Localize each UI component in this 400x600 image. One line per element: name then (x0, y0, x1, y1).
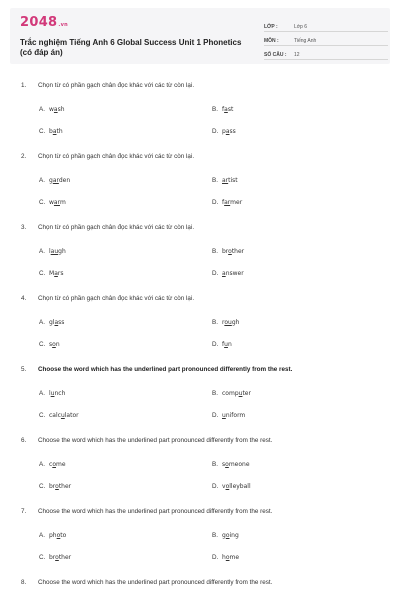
word-suffix: me (55, 461, 66, 468)
underlined-part: a (225, 128, 230, 135)
meta-label: MÔN : (264, 38, 279, 44)
underlined-part: ar (224, 199, 231, 206)
word-suffix: mer (230, 199, 243, 206)
answer-option[interactable] (39, 177, 70, 184)
option-letter: D. (212, 199, 219, 206)
option-word (49, 390, 65, 397)
option-word (222, 248, 244, 255)
option-word (49, 483, 71, 490)
word-suffix: to (60, 532, 67, 539)
word-prefix: f (222, 341, 225, 348)
word-suffix: ther (231, 248, 245, 255)
option-letter: B. (212, 319, 218, 326)
underlined-part: a (222, 270, 226, 277)
underlined-part: o (225, 483, 230, 490)
word-prefix: w (49, 199, 54, 206)
underlined-part: u (50, 390, 55, 397)
answer-option[interactable] (39, 128, 63, 135)
answer-option[interactable] (212, 199, 242, 206)
option-letter: A. (39, 319, 45, 326)
underlined-part: o (55, 483, 59, 490)
option-letter: A. (39, 461, 45, 468)
option-letter: C. (39, 128, 46, 135)
word-prefix: c (49, 461, 53, 468)
word-prefix: br (222, 248, 229, 255)
question-number: 3. (21, 224, 27, 231)
word-suffix: n (55, 341, 60, 348)
meta-value: Tiếng Anh (294, 38, 317, 44)
word-prefix: br (49, 483, 56, 490)
option-letter: A. (39, 248, 45, 255)
word-suffix: nch (54, 390, 66, 397)
option-word (222, 319, 239, 326)
word-suffix: tist (228, 177, 238, 184)
answer-option[interactable] (39, 106, 65, 113)
option-letter: C. (39, 199, 46, 206)
question-number: 8. (21, 579, 27, 586)
option-word (222, 412, 245, 419)
meta-label: SỐ CÂU : (264, 52, 287, 58)
answer-option[interactable] (39, 270, 63, 277)
option-letter: A. (39, 390, 45, 397)
answer-option[interactable] (212, 128, 236, 135)
underlined-part: u (60, 412, 65, 419)
option-word (49, 341, 60, 348)
question-prompt (21, 366, 292, 373)
answer-option[interactable] (39, 319, 64, 326)
question-text: Choose the word which has the underlined part pronounced differently from the rest. (38, 366, 293, 373)
question-prompt (21, 224, 194, 231)
word-prefix: r (222, 319, 225, 326)
option-letter: C. (39, 341, 46, 348)
word-suffix: lleyball (229, 483, 251, 490)
question-prompt (21, 579, 272, 586)
question-prompt (21, 153, 194, 160)
underlined-part: o (225, 532, 230, 539)
word-prefix: gl (49, 319, 55, 326)
underlined-part: ar (52, 177, 59, 184)
option-word (222, 390, 251, 397)
word-prefix: w (49, 106, 54, 113)
question-prompt (21, 437, 272, 444)
question-number: 4. (21, 295, 27, 302)
word-suffix: th (56, 128, 63, 135)
word-suffix: ther (58, 483, 72, 490)
document-header (10, 8, 390, 64)
logo-suffix: .vn (58, 22, 69, 28)
option-word (222, 483, 251, 490)
option-word (49, 128, 63, 135)
option-word (222, 128, 236, 135)
site-logo[interactable] (20, 15, 68, 30)
answer-option[interactable] (39, 554, 71, 561)
meta-row-subject (264, 35, 388, 46)
question-text: Chọn từ có phần gạch chân đọc khác với các từ còn lại. (38, 224, 195, 231)
answer-option[interactable] (39, 390, 65, 397)
word-prefix: l (49, 390, 51, 397)
option-letter: A. (39, 177, 45, 184)
word-suffix: gh (58, 248, 66, 255)
underlined-part: a (54, 319, 59, 326)
answer-option[interactable] (212, 390, 251, 397)
word-suffix: st (227, 106, 234, 113)
word-suffix: ss (229, 128, 236, 135)
option-letter: D. (212, 270, 219, 277)
word-suffix: gh (231, 319, 240, 326)
option-word (49, 554, 71, 561)
option-word (222, 177, 238, 184)
question-text: Choose the word which has the underlined part pronounced differently from the rest. (38, 579, 273, 586)
question-number: 5. (21, 366, 27, 373)
option-letter: B. (212, 177, 218, 184)
word-prefix: g (222, 532, 226, 539)
word-suffix: nswer (225, 270, 244, 277)
option-word (49, 319, 64, 326)
answer-option[interactable] (212, 177, 238, 184)
underlined-part: a (224, 106, 228, 113)
option-word (49, 199, 66, 206)
word-prefix: p (222, 128, 226, 135)
option-word (49, 532, 66, 539)
document-title: Trắc nghiệm Tiếng Anh 6 Global Success Unit 1 Phonetics (có đáp án) (20, 38, 242, 57)
option-letter: C. (39, 270, 46, 277)
option-letter: C. (39, 412, 46, 419)
underlined-part: o (225, 554, 230, 561)
option-letter: B. (212, 248, 218, 255)
word-suffix: n (227, 341, 232, 348)
option-letter: A. (39, 532, 45, 539)
option-word (222, 199, 242, 206)
question-number: 7. (21, 508, 27, 515)
option-word (222, 106, 233, 113)
question-text: Chọn từ có phần gạch chân đọc khác với các từ còn lại. (38, 295, 195, 302)
word-prefix: b (49, 128, 53, 135)
underlined-part: u (222, 412, 226, 419)
meta-value: Lớp 6 (294, 24, 308, 30)
option-letter: D. (212, 128, 219, 135)
option-letter: C. (39, 483, 46, 490)
option-word (222, 270, 244, 277)
option-word (49, 248, 66, 255)
question-number: 6. (21, 437, 27, 444)
option-letter: A. (39, 106, 45, 113)
meta-label: LỚP : (264, 24, 278, 30)
answer-option[interactable] (39, 461, 66, 468)
question-text: Choose the word which has the underlined part pronounced differently from the rest. (38, 508, 273, 515)
word-suffix: me (229, 554, 240, 561)
option-letter: D. (212, 412, 219, 419)
answer-option[interactable] (39, 248, 66, 255)
answer-option[interactable] (39, 199, 66, 206)
word-suffix: rs (57, 270, 64, 277)
meta-value: 12 (294, 52, 300, 58)
option-word (49, 412, 79, 419)
option-letter: B. (212, 390, 218, 397)
word-suffix: lator (64, 412, 79, 419)
question-text: Chọn từ có phần gạch chân đọc khác với các từ còn lại. (38, 153, 195, 160)
answer-option[interactable] (212, 319, 239, 326)
answer-option[interactable] (39, 412, 79, 419)
word-suffix: meone (228, 461, 250, 468)
answer-option[interactable] (39, 341, 60, 348)
underlined-part: ar (53, 199, 60, 206)
question-text: Choose the word which has the underlined part pronounced differently from the rest. (38, 437, 273, 444)
underlined-part: a (53, 106, 58, 113)
underlined-part: ou (224, 319, 232, 326)
answer-option[interactable] (212, 412, 245, 419)
question-number: 2. (21, 153, 27, 160)
answer-option[interactable] (212, 106, 233, 113)
word-prefix: f (222, 199, 225, 206)
word-prefix: h (222, 554, 226, 561)
underlined-part: au (50, 248, 59, 255)
underlined-part: o (225, 461, 229, 468)
word-prefix: calc (49, 412, 61, 419)
question-prompt (21, 295, 194, 302)
word-suffix: sh (57, 106, 65, 113)
underlined-part: u (238, 390, 243, 397)
word-prefix: g (49, 177, 53, 184)
word-prefix: f (222, 106, 225, 113)
word-suffix: ss (58, 319, 65, 326)
answer-option[interactable] (212, 341, 232, 348)
option-letter: C. (39, 554, 46, 561)
meta-row-class (264, 21, 388, 32)
option-letter: B. (212, 106, 218, 113)
option-word (49, 270, 63, 277)
word-suffix: ing (229, 532, 239, 539)
option-word (49, 461, 66, 468)
word-suffix: den (58, 177, 71, 184)
word-prefix: s (222, 461, 226, 468)
underlined-part: ar (222, 177, 229, 184)
option-letter: D. (212, 341, 219, 348)
answer-option[interactable] (212, 461, 250, 468)
underlined-part: u (224, 341, 228, 348)
option-letter: D. (212, 554, 219, 561)
question-prompt (21, 508, 272, 515)
question-prompt (21, 82, 194, 89)
option-word (222, 341, 232, 348)
answer-option[interactable] (212, 554, 239, 561)
option-letter: B. (212, 461, 218, 468)
word-prefix: M (49, 270, 55, 277)
word-suffix: m (59, 199, 66, 206)
word-prefix: v (222, 483, 226, 490)
option-word (49, 177, 70, 184)
underlined-part: o (55, 554, 59, 561)
option-word (222, 461, 250, 468)
underlined-part: o (52, 341, 56, 348)
word-suffix: ter (242, 390, 251, 397)
option-letter: D. (212, 483, 219, 490)
underlined-part: o (228, 248, 232, 255)
word-prefix: s (49, 341, 53, 348)
option-letter: B. (212, 532, 218, 539)
underlined-part: a (54, 270, 58, 277)
underlined-part: o (56, 532, 61, 539)
logo-text: 2048 (20, 15, 58, 30)
word-prefix: ph (49, 532, 57, 539)
answer-option[interactable] (39, 483, 71, 490)
word-suffix: ther (58, 554, 72, 561)
word-prefix: l (49, 248, 51, 255)
question-text: Chọn từ có phần gạch chân đọc khác với các từ còn lại. (38, 82, 195, 89)
option-word (222, 554, 239, 561)
answer-option[interactable] (212, 483, 251, 490)
meta-row-question-count (264, 49, 388, 60)
word-suffix: niform (225, 412, 246, 419)
word-prefix: comp (222, 390, 239, 397)
underlined-part: o (52, 461, 56, 468)
option-word (222, 532, 239, 539)
answer-option[interactable] (212, 248, 244, 255)
word-prefix: br (49, 554, 56, 561)
underlined-part: a (52, 128, 57, 135)
answer-option[interactable] (212, 270, 244, 277)
answer-option[interactable] (39, 532, 66, 539)
option-word (49, 106, 65, 113)
question-number: 1. (21, 82, 27, 89)
answer-option[interactable] (212, 532, 239, 539)
